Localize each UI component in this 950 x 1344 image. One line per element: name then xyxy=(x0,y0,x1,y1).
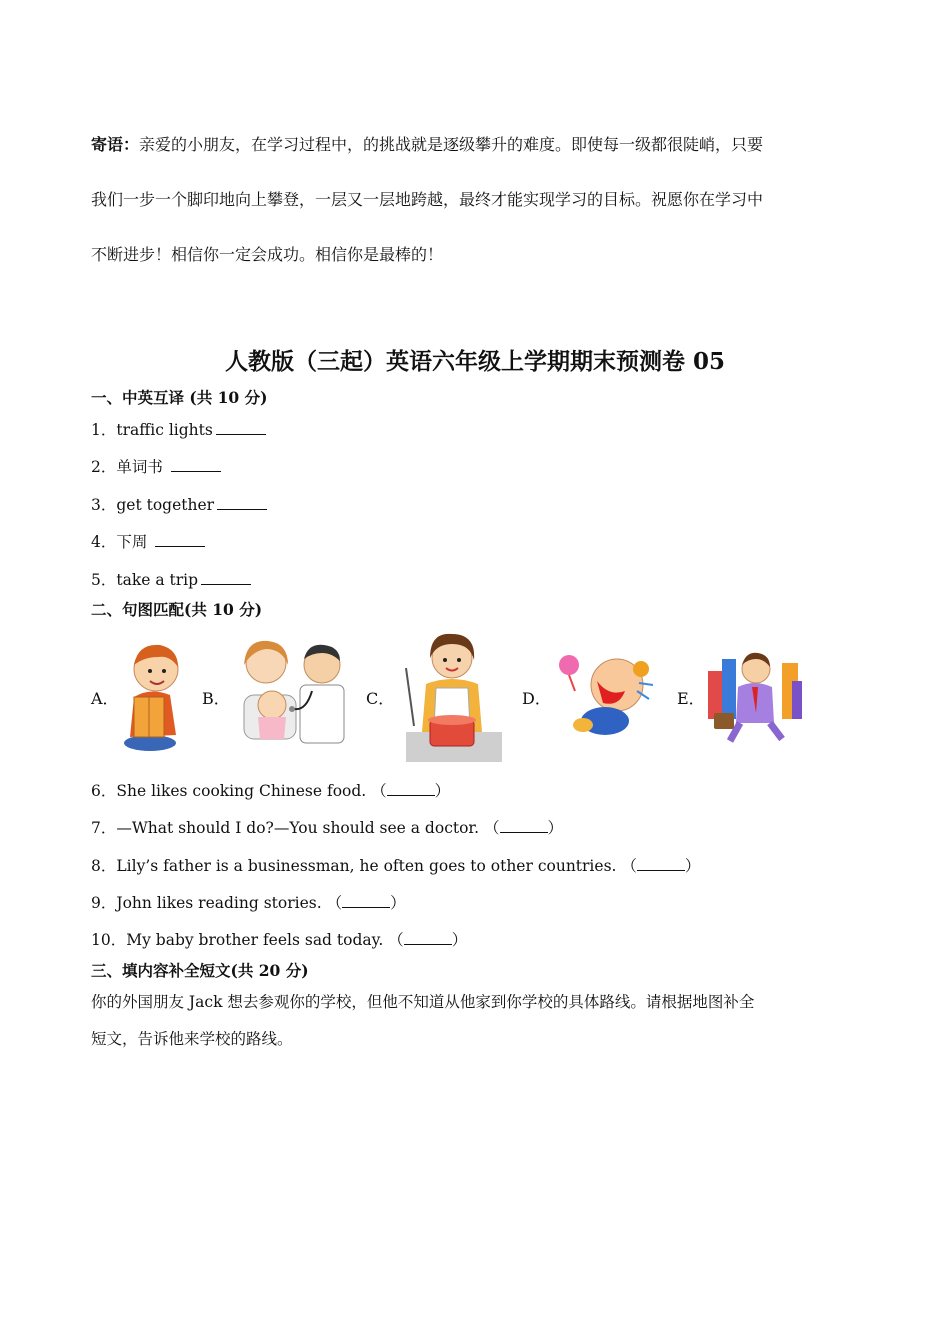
question-5: 5．take a trip xyxy=(91,568,251,590)
section3-instruction-line-1: 你的外国朋友 Jack 想去参观你的学校，但他不知道从他家到你学校的具体路线。请根据地图补全 xyxy=(91,993,755,1011)
answer-blank[interactable] xyxy=(637,856,685,871)
section3-heading: 三、填内容补全短文(共 20 分) xyxy=(91,961,309,980)
crying-baby-icon xyxy=(553,647,663,743)
section1-heading: 一、中英互译 (共 10 分) xyxy=(91,388,268,407)
question-1: 1．traffic lights xyxy=(91,418,266,440)
message-line-3: 不断进步！相信你一定会成功。相信你是最棒的！ xyxy=(91,245,444,264)
answer-blank[interactable] xyxy=(155,532,205,547)
option-b-label: B． xyxy=(202,689,230,708)
section2-heading: 二、句图匹配(共 10 分) xyxy=(91,600,263,619)
answer-blank[interactable] xyxy=(342,893,390,908)
section3-instruction-line-2: 短文，告诉他来学校的路线。 xyxy=(91,1030,293,1048)
option-c-label: C． xyxy=(366,689,395,708)
question-7: 7．—What should I do?—You should see a doctor. （ ） xyxy=(91,819,564,837)
answer-blank[interactable] xyxy=(216,420,266,435)
answer-blank[interactable] xyxy=(500,818,548,833)
answer-blank[interactable] xyxy=(387,781,435,796)
message-line-1: 寄语：亲爱的小朋友，在学习过程中，的挑战就是逐级攀升的难度。即使每一级都很陡峭，只要 xyxy=(91,135,764,154)
question-9: 9．John likes reading stories. （ ） xyxy=(91,894,406,912)
answer-blank[interactable] xyxy=(217,495,267,510)
option-e-label: E． xyxy=(677,689,705,708)
question-10: 10．My baby brother feels sad today. （ ） xyxy=(91,931,468,949)
answer-blank[interactable] xyxy=(404,930,452,945)
option-d-label: D． xyxy=(522,689,551,708)
message-line-2: 我们一步一个脚印地向上攀登，一层又一层地跨越，最终才能实现学习的目标。祝愿你在学习中 xyxy=(91,190,764,209)
question-6: 6．She likes cooking Chinese food. （ ） xyxy=(91,782,451,800)
answer-blank[interactable] xyxy=(201,570,251,585)
question-2: 2．单词书 xyxy=(91,455,221,477)
question-8: 8．Lily’s father is a businessman, he often goes to other countries. （ ） xyxy=(91,857,701,875)
boy-reading-book-icon xyxy=(120,635,188,753)
woman-cooking-icon xyxy=(400,628,504,762)
businessman-traveling-icon xyxy=(706,647,804,743)
question-3: 3．get together xyxy=(91,493,267,515)
doctor-examining-baby-icon xyxy=(236,635,352,753)
message-label: 寄语： xyxy=(91,135,140,154)
option-a-label: A． xyxy=(91,689,119,708)
exam-title: 人教版（三起）英语六年级上学期期末预测卷 05 xyxy=(224,348,725,375)
answer-blank[interactable] xyxy=(171,457,221,472)
question-4: 4．下周 xyxy=(91,530,205,552)
